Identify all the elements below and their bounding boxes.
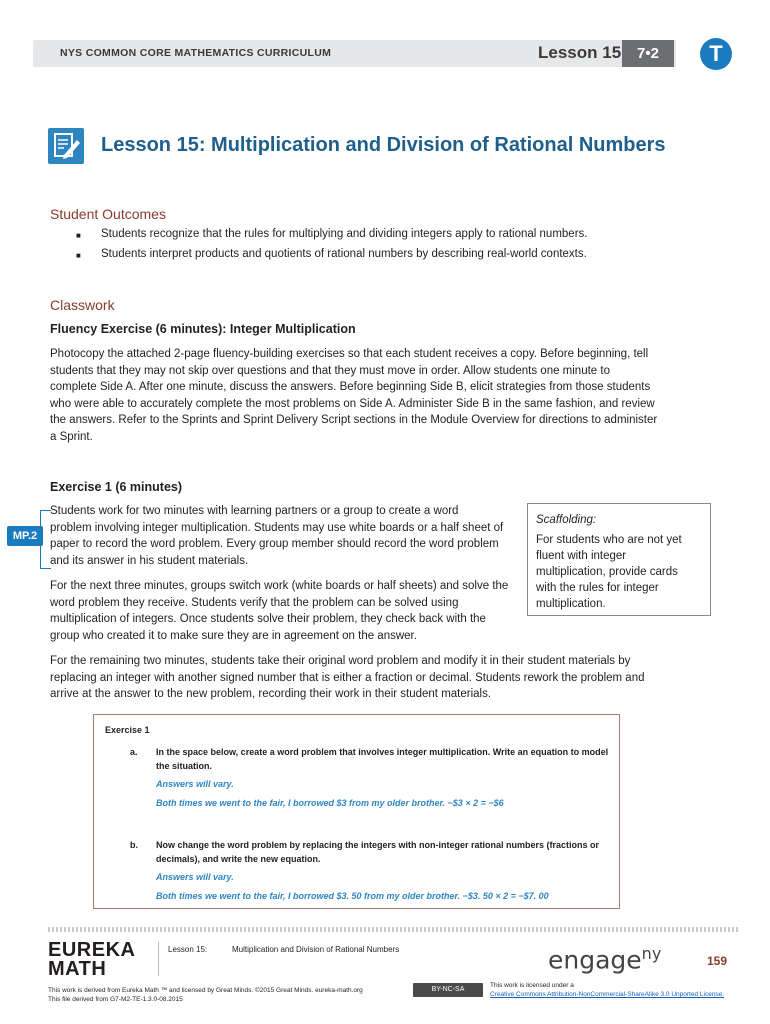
exercise1-paragraph-3: For the remaining two minutes, students take their original word problem and modify it in their student materials by replacing an integer with another signed number that is either a fraction or decimal. Students rework the problem and arrive at the answer to the new problem, recording their work in their student materials.	[50, 655, 645, 701]
exercise-box-title: Exercise 1	[105, 725, 150, 735]
scaffolding-title: Scaffolding:	[536, 514, 597, 526]
outcome-bullet-1: ■	[76, 231, 81, 240]
license-link[interactable]: Creative Commons Attribution-NonCommercial-ShareAlike 3.0 Unported License.	[490, 991, 725, 998]
footer-divider	[48, 927, 738, 932]
part-b-answer-note: Answers will vary.	[156, 872, 234, 882]
page-title: Lesson 15: Multiplication and Division of Rational Numbers	[101, 134, 666, 156]
part-b-prompt: Now change the word problem by replacing the integers with non-integer rational numbers (fractions or decimals), and write the new equation.	[156, 840, 600, 864]
part-a-answer: Both times we went to the fair, I borrowed $3 from my older brother. −$3 × 2 = −$6	[156, 798, 504, 808]
outcome-item-1: Students recognize that the rules for multiplying and dividing integers apply to rational numbers.	[101, 228, 588, 240]
fluency-heading: Fluency Exercise (6 minutes): Integer Multiplication	[50, 322, 356, 336]
teacher-badge: T	[700, 38, 732, 70]
exercise1-paragraph-1: Students work for two minutes with learning partners or a group to create a word problem involving integer multiplication. Students may use white boards or a half sheet of paper to record the word problem. Every group member should record the word problem and its answer in his student materials.	[50, 505, 504, 567]
part-a-answer-note: Answers will vary.	[156, 779, 234, 789]
part-b-answer: Both times we went to the fair, I borrowed $3. 50 from my older brother. −$3. 50 × 2 = −$7. 00	[156, 891, 549, 901]
grade-module-badge: 7•2	[622, 40, 674, 67]
part-b-label: b.	[130, 840, 138, 850]
footer-separator	[158, 942, 159, 976]
footer-lesson-title: Multiplication and Division of Rational Numbers	[232, 945, 400, 954]
scaffolding-text: For students who are not yet fluent with integer multiplication, provide cards with the rules for integer multiplication.	[536, 534, 682, 610]
mp-tag: MP.2	[7, 526, 43, 546]
engageny-logo: engage$^{ny}$	[548, 944, 662, 975]
exercise1-heading: Exercise 1 (6 minutes)	[50, 480, 183, 494]
exercise1-paragraph-2: For the next three minutes, groups switch work (white boards or half sheets) and solve the word problem they receive. Students verify that the problem can be solved using multiplication of integers. Once students solve their problem, they check back with the group who created it to make sure they are in agreement on the answer.	[50, 580, 509, 642]
outcome-bullet-2: ■	[76, 251, 81, 260]
license-notice: This work is licensed under a	[490, 982, 574, 989]
outcome-item-2: Students interpret products and quotients of rational numbers by describing real-world contexts.	[101, 248, 587, 260]
lesson-pencil-icon	[48, 128, 84, 164]
creative-commons-badge: BY-NC-SA	[413, 983, 483, 997]
lesson-number: Lesson 15	[538, 43, 622, 62]
page-number: 159	[707, 954, 728, 968]
outcomes-heading: Student Outcomes	[50, 206, 166, 222]
fluency-paragraph: Photocopy the attached 2-page fluency-building exercises so that each student receives a copy. Before beginning, tell students that they may not skip over questions and that they must move in order. Allow students one minute to complete Side A. After one minute, discuss the answers. Before beginning Side B, elicit strategies from those students who were able to accurately complete the most problems on Side A. Administer Side B in the same fashion, and review the answers. Refer to the Sprints and Sprint Delivery Script sections in the Module Overview for directions to administer a Sprint.	[50, 348, 658, 443]
classwork-heading: Classwork	[50, 297, 115, 313]
file-notice: This file derived from G7-M2-TE-1.3.0-08.2015	[48, 996, 183, 1003]
part-a-prompt: In the space below, create a word problem that involves integer multiplication. Write an equation to model the situation.	[156, 747, 609, 771]
part-a-label: a.	[130, 747, 138, 757]
curriculum-label: NYS COMMON CORE MATHEMATICS CURRICULUM	[60, 47, 332, 59]
scaffolding-box	[527, 503, 711, 616]
eureka-math-logo: EUREKA MATH	[48, 939, 136, 980]
derived-notice: This work is derived from Eureka Math ™ and licensed by Great Minds. ©2015 Great Minds. eureka-math.org	[48, 987, 363, 994]
footer-lesson-label: Lesson 15:	[168, 945, 208, 954]
